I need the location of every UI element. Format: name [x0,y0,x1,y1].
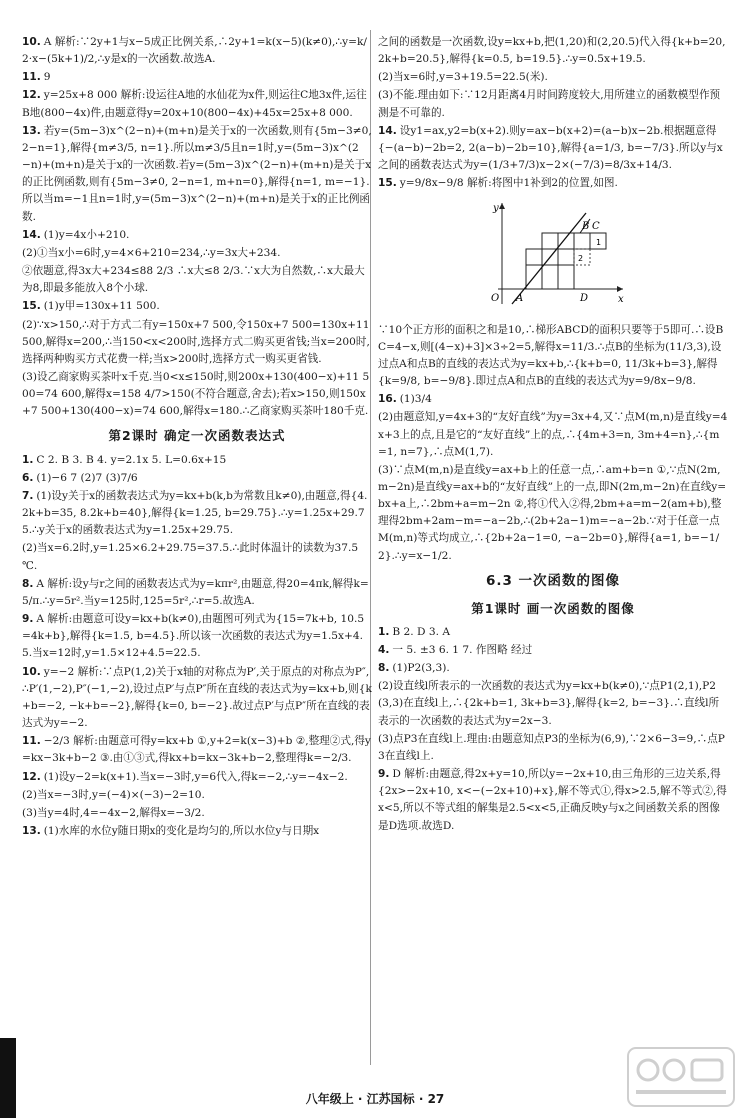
answer-text: A 解析:设y与r之间的函数表达式为y=kπr²,由题意,得20=4πk,解得k=5/π.∴y=5r².当y=125时,125=5r²,∴r=5.故选A. [22,577,369,607]
question-number: 11. [22,71,41,84]
question-number: 15. [378,177,397,190]
section-title-lesson-2: 第2课时 确定一次函数表达式 [108,428,286,444]
answer-text: 一 5. ±3 6. 1 7. 作图略 经过 [392,644,533,657]
section-title-6-3: 6.3 一次函数的图像 [485,572,621,589]
answer-item [378,87,728,121]
answer-item [22,123,372,226]
answer-text: (2)当x=−3时,y=(−4)×(−3)−2=10. [22,788,205,801]
answer-item [22,664,372,733]
figure-label-c: C [592,221,600,233]
left-column [22,34,372,841]
answer-list-right-2 [378,322,728,565]
answer-item [22,823,372,840]
answer-text: y=9/8x−9/8 解析:将图中1补到2的位置,如图. [399,177,618,190]
answer-text: (3)∵点M(m,n)是直线y=ax+b上的任意一点,∴am+b=n ①,∵点N(2m,m−2n)是直线y=ax+b的“友好直线”上的一点,即N(2m,m−2n)在直线y=bx+a上,∴2bm+a=m−2n ②,将①代入②得,2bm+a=m−2(am+b),整理得2bm+2am−m=−a−2b,∴(2b+2a−1)m=−a−2b.∵对于任意一点M(m,n)等式均成立,∴{2b+2a−1=0, −a−2b=0},解得{a=1, b=−1/2}.∴y=x−1/2. [378,463,727,562]
answer-text: 9 [43,71,51,84]
question-number: 14. [378,124,397,137]
figure-label-1: 1 [596,238,602,248]
figure-label-2: 2 [578,254,584,264]
answer-item [22,245,372,262]
question-number: 10. [22,665,41,678]
answer-text: (2)设直线l所表示的一次函数的表达式为y=kx+b(k≠0),∵点P1(2,1),P2(3,3)在直线l上,∴{2k+b=1, 3k+b=3},解得{k=2, b=−3}.∴直线l所表示的一次函数的表达式为y=2x−3. [378,680,720,727]
answer-item [378,409,728,460]
answer-text: (1)设y−2=k(x+1).当x=−3时,y=6代入,得k=−2,∴y=−4x−2. [43,770,348,783]
answer-text: 之间的函数是一次函数,设y=kx+b,把(1,20)和(2,20.5)代入得{k+b=20, 2k+b=20.5},解得{k=0.5, b=19.5}.∴y=0.5x+19.5. [378,36,726,66]
answer-text: A 解析:∵2y+1与x−5成正比例关系,∴2y+1=k(x−5)(k≠0),∴y=k/2·x−(5k+1)/2,∴y是x的一次函数.故选A. [22,36,367,66]
page-footer: 八年级上 · 江苏国标 · 27 [305,1092,445,1106]
answer-list-right-3 [378,624,728,835]
answer-item [378,34,728,68]
answer-text: (1)y=4x小+210. [43,228,130,241]
answer-item [22,733,372,767]
question-number: 13. [22,824,41,837]
answer-item [22,263,372,297]
answer-text: ∵10个正方形的面积之和是10,∴梯形ABCD的面积只要等于5即可.∴设BC=4−x,则[(4−x)+3]×3÷2=5,解得x=11/3.∴点B的坐标为(11/3,3),设过点A和点B的直线的表达式为y=kx+b,∴{k+b=0, 11/3k+b=3},解得{k=9/8, b=−9/8}.即过点A和点B的直线的表达式为y=9/8x−9/8. [378,323,724,388]
answer-text: y=25x+8 000 解析:设运往A地的水仙花为x件,则运往C地3x件,运往B地(800−4x)件,由题意得y=20x+10(800−4x)+45x=25x+8 000. [22,89,367,119]
question-number: 9. [22,613,34,626]
answer-text: 若y=(5m−3)x^(2−n)+(m+n)是关于x的一次函数,则有{5m−3≠0, 2−n=1},解得{m≠3/5, n=1}.所以m≠3/5且n=1时,y=(5m−3)x^(2−n)+(m+n)是关于x的一次函数.若y=(5m−3)x^(2−n)+(m+n)是关于x的正比例函数,则有{5m−3≠0, 2−n=1, m+n=0},解得{n=1, m=−1}.所以当m=−1且n=1时,y=(5m−3)x^(2−n)+(m+n)是关于x的正比例函数. [22,124,372,223]
answer-item [22,298,372,315]
question-number: 8. [22,577,34,590]
answer-text: C 2. B 3. B 4. y=2.1x 5. L=0.6x+15 [36,453,227,466]
answer-item [22,488,372,539]
answer-text: (1)设y关于x的函数表达式为y=kx+b(k,b为常数且k≠0),由题意,得{4.2k+b=35, 8.2k+b=40},解得{k=1.25, b=29.75}.∴y=1.25x+29.75.∴y关于x的函数表达式为y=1.25x+29.75. [22,490,368,537]
answer-item [22,317,372,368]
answer-item [378,391,728,408]
answer-list-right-1 [378,34,728,192]
answer-item [378,322,728,391]
answer-text: (2)由题意知,y=4x+3的“友好直线”为y=3x+4,又∵点M(m,n)是直线y=4x+3上的点,且是它的“友好直线”上的点,∴{4m+3=n, 3m+4=n},∴{m=1, n=7},∴点M(1,7). [378,411,728,458]
question-number: 7. [22,490,34,502]
answer-item [378,660,728,677]
answer-text: (2)①当x小=6时,y=4×6+210=234,∴y=3x大+234. [22,246,281,259]
answer-item [22,540,372,574]
answer-item [22,769,372,786]
answer-list-left-2 [22,452,372,840]
answer-text: D 解析:由题意,得2x+y=10,所以y=−2x+10,由三角形的三边关系,得{2x>−2x+10, x<−(−2x+10)+x},解不等式①,得x>2.5,解不等式②,得x<5,所以不等式组的解集是2.5<x<5,正确反映y与x之间函数关系的图像是D选项.故选D. [378,768,727,832]
answer-text: (2)当x=6.2时,y=1.25×6.2+29.75=37.5.∴此时体温计的读数为37.5 ℃. [22,542,359,572]
answer-item [22,470,372,487]
right-column [378,34,728,836]
answer-item [378,462,728,565]
question-number: 13. [22,124,41,137]
answer-item [378,123,728,174]
question-number: 8. [378,662,390,675]
answer-item [378,766,728,835]
answer-item [22,787,372,804]
figure-label-a: A [516,293,524,305]
answer-text: (3)不能.理由如下:∵12月距离4月时间跨度较大,用所建立的函数模型作预测是不可靠的. [378,89,721,119]
question-number: 16. [378,393,397,406]
answer-text: (2)∵x>150,∴对于方式二有y=150x+7 500,令150x+7 500=130x+11 500,解得x=200,∴当150<x<200时,选择方式二购买更省钱;当x=200时,选择两种购买方式花费一样;当x>200时,选择方式一购买更省钱. [22,318,370,365]
question-number: 1. [22,453,34,466]
answer-item [378,642,728,659]
answer-text: (1)P2(3,3). [392,662,450,675]
trapezoid-grid-figure [488,199,628,309]
answer-text: (1)y甲=130x+11 500. [43,300,160,313]
answer-text: −2/3 解析:由题意可得y=kx+b ①,y+2=k(x−3)+b ②,整理②式,得y=kx−3k+b−2 ③.由①③式,得kx+b=kx−3k+b−2,整理得k=−2/3. [22,735,371,765]
question-number: 14. [22,228,41,241]
figure-label-d: D [580,293,589,305]
answer-text: A 解析:由题意可设y=kx+b(k≠0),由题图可列式为{15=7k+b, 10.5=4k+b},解得{k=1.5, b=4.5}.所以该一次函数的表达式为y=1.5x+4.5.当x=12时,y=1.5×12+4.5=22.5. [22,613,365,660]
answer-item [22,34,372,68]
question-number: 11. [22,735,41,748]
question-number: 4. [378,644,390,657]
answer-item [378,731,728,765]
answer-item [22,611,372,662]
answer-item [378,678,728,729]
answer-item [378,69,728,86]
answer-item [378,175,728,192]
answer-text: (1)−6 7 (2)7 (3)7/6 [36,471,138,484]
answer-item [378,624,728,641]
question-number: 9. [378,768,390,781]
figure-label-x: x [618,294,624,306]
answer-item [22,369,372,420]
answer-item [22,227,372,244]
answer-text: ②依题意,得3x大+234≤88 2/3 ∴x大≤8 2/3.∵x大为自然数,∴x大最大为8,即最多能放入8个小球. [22,265,365,295]
figure-label-y: y [493,203,499,215]
question-number: 10. [22,36,41,48]
answer-text: (1)水库的水位y随日期x的变化是均匀的,所以水位y与日期x [43,824,320,837]
answer-text: (3)当y=4时,4=−4x−2,解得x=−3/2. [22,806,205,819]
answer-list-left-1 [22,34,372,420]
question-number: 6. [22,471,34,484]
answer-text: (1)3/4 [399,393,432,406]
question-number: 1. [378,625,390,638]
answer-item [22,452,372,469]
answer-text: y=−2 解析:∵点P(1,2)关于x轴的对称点为P′,关于原点的对称点为P″,∴P′(1,−2),P″(−1,−2),设过点P′与点P″所在直线的表达式为y=kx+b,则{k+b=−2, −k+b=−2},解得{k=0, b=−2}.故过点P′与点P″所在直线的表达式为y=−2. [22,665,372,730]
answer-text: (2)当x=6时,y=3+19.5=22.5(米). [378,71,548,84]
answer-text: B 2. D 3. A [392,625,451,638]
question-number: 12. [22,770,41,783]
answer-text: (3)设乙商家购买茶叶x千克.当0<x≤150时,则200x+130(400−x)+11 500=74 600,解得x=158 4/7>150(不符合题意,舍去);若x>150,则150x+7 500+130(400−x)=74 600,解得x=180.∴乙商家购买茶叶180千克. [22,370,370,418]
answer-text: (3)点P3在直线l上.理由:由题意知点P3的坐标为(6,9),∵2×6−3=9,∴点P3在直线l上. [378,732,725,762]
question-number: 12. [22,89,41,102]
answer-text: 设y1=ax,y2=b(x+2).则y=ax−b(x+2)=(a−b)x−2b.根据题意得{−(a−b)−2b=2, 2(a−b)−2b=10},解得{a=1/3, b=−7/3}.所以y与x之间的函数表达式为y=(1/3+7/3)x−2×(−7/3)=8/3x+14/3. [378,124,723,172]
figure-label-b: B [582,221,590,233]
figure-label-o: O [491,293,500,305]
question-number: 15. [22,300,41,313]
section-subtitle-lesson-1: 第1课时 画一次函数的图像 [471,600,635,616]
answer-item [22,69,372,86]
answer-item [22,805,372,822]
answer-item [22,87,372,121]
answer-item [22,576,372,610]
